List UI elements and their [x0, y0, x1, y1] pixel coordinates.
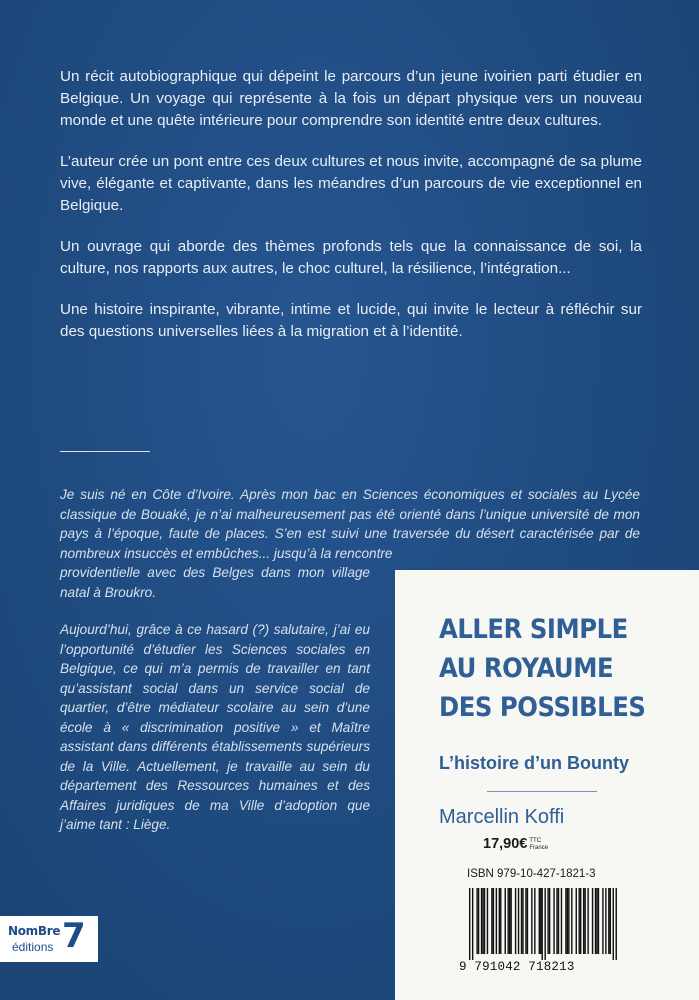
price-note-ttc: TTC	[529, 838, 542, 844]
blurb-paragraph-3: Un ouvrage qui aborde des thèmes profonds tels que la connaissance de soi, la culture, nos rapports aux autres, le choc culturel, la résilience, l’intégration...	[60, 238, 642, 277]
publisher-number: 7	[62, 916, 86, 956]
publisher-name: NomBre	[8, 924, 61, 938]
blurb-text	[60, 66, 642, 362]
book-subtitle: L’histoire d’un Bounty	[439, 753, 629, 773]
bio-part-3: Aujourd’hui, grâce à ce hasard (?) salutaire, j’ai eu l’opportunité d’étudier les Sciences sociales en Belgique, ce qui m’a permis de travailler en tant qu’assistant social dans un service social de quartier, d’être médiateur scolaire au sein d’une école à « discrimination positive » et Maître assistant dans différents établissements supérieurs de la Ville. Actuellement, je travaille au sein du département des Ressources humaines et des Affaires juridiques de ma Ville d’adoption que j’aime tant : Liège.	[60, 622, 370, 832]
book-title-line-2: AU ROYAUME	[439, 653, 614, 684]
blurb-paragraph-4: Une histoire inspirante, vibrante, intime et lucide, qui invite le lecteur à réfléchir sur des questions universelles liées à la migration et à l’identité.	[60, 301, 642, 340]
barcode-image	[469, 888, 617, 960]
section-divider	[60, 451, 150, 452]
book-info-panel	[395, 570, 699, 1000]
isbn-number: ISBN 979-10-427-1821-3	[467, 868, 596, 880]
barcode-digits: 9 791042 718213	[459, 960, 575, 974]
publisher-logo	[0, 916, 98, 962]
author-name: Marcellin Koffi	[439, 806, 565, 828]
price-note	[529, 838, 548, 851]
price	[483, 836, 548, 852]
blurb-paragraph-1: Un récit autobiographique qui dépeint le parcours d’un jeune ivoirien parti étudier en Belgique. Un voyage qui représente à la fois un départ physique vers un nouveau monde et une quête intérieure pour comprendre son identité entre deux cultures.	[60, 68, 642, 129]
bio-part-2: providentielle avec des Belges dans mon village natal à Broukro.	[60, 565, 370, 600]
book-title-line-3: DES POSSIBLES	[439, 692, 646, 723]
price-note-france: France	[529, 844, 549, 851]
bio-part-1: Je suis né en Côte d’Ivoire. Après mon bac en Sciences économiques et sociales au Lycée classique de Bouaké, je n’ai malheureusement pas été orienté dans l’unique université de mon pays à l’époque, faute de places. S’en est suivi une traversée du désert caractérisée par de nombreux insuccès et embûches... jusqu’à la rencontre	[60, 487, 640, 561]
panel-divider	[487, 791, 597, 792]
book-title-line-1: ALLER SIMPLE	[439, 614, 628, 645]
book-title	[439, 610, 655, 727]
blurb-paragraph-2: L’auteur crée un pont entre ces deux cultures et nous invite, accompagné de sa plume vive, élégante et captivante, dans les méandres d’un parcours de vie exceptionnel en Belgique.	[60, 153, 642, 214]
price-value: 17,90€	[483, 836, 528, 852]
publisher-editions: éditions	[12, 940, 54, 954]
